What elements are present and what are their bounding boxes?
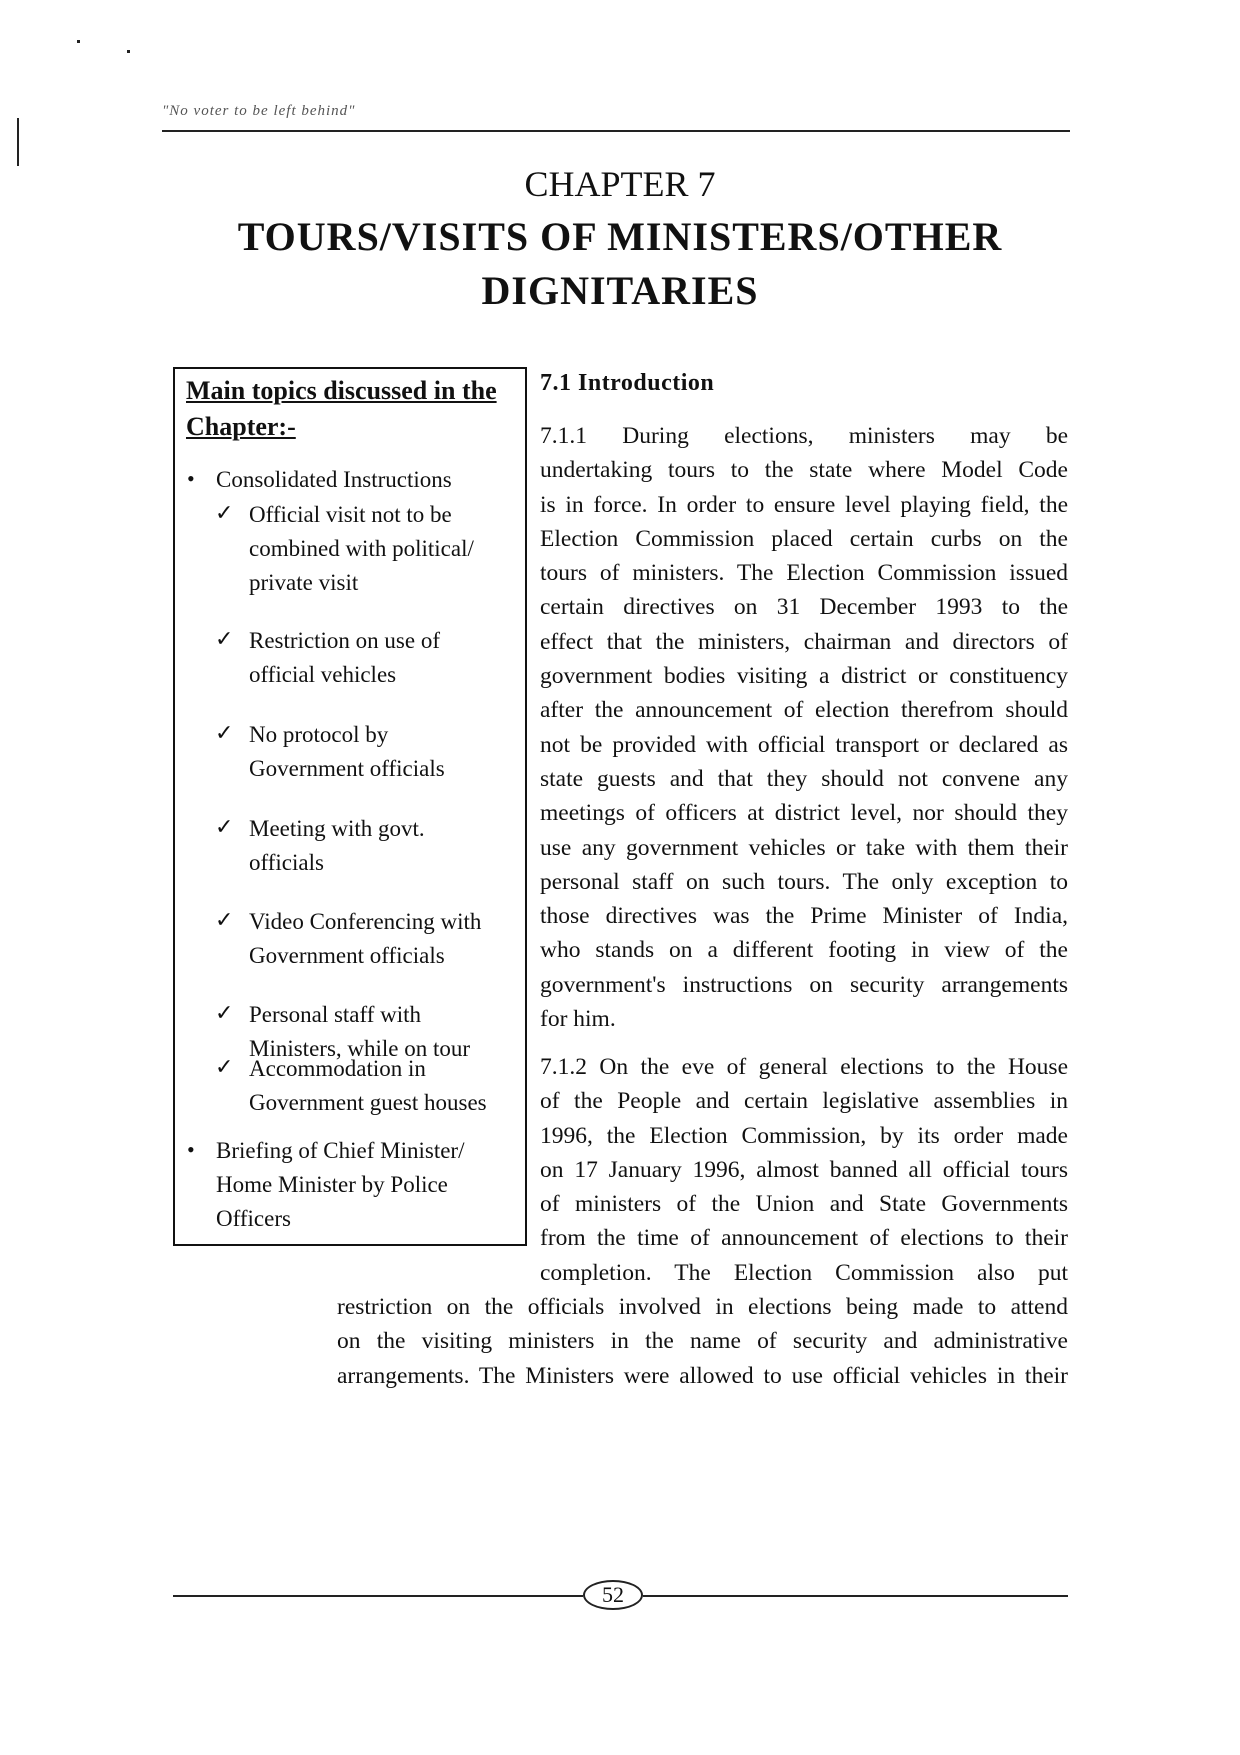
text-line: is in force. In order to ensure level playing field, the <box>540 491 1068 518</box>
topic-item <box>249 905 516 973</box>
checkmark-icon: ✓ <box>215 814 234 839</box>
topic-line: Meeting with govt. <box>249 816 425 841</box>
text-line: 7.1.1 During elections, ministers may be <box>540 423 1068 449</box>
topic-briefing <box>216 1134 516 1236</box>
text-line: government bodies visiting a district or constituency <box>540 663 1068 690</box>
topic-line: Official visit not to be <box>249 502 452 527</box>
topic-line: Government guest houses <box>249 1090 487 1115</box>
scan-edge-mark <box>17 118 19 166</box>
topic-item <box>249 498 516 600</box>
text-line: completion. The Election Commission also put <box>540 1259 1068 1286</box>
text-line: effect that the ministers, chairman and directors of <box>540 628 1068 655</box>
chapter-title <box>190 210 1050 318</box>
paragraph-7-1-1 <box>540 419 1068 1036</box>
text-line: on 17 January 1996, almost banned all official tours <box>540 1156 1068 1183</box>
heading-line: Main topics discussed in the <box>186 376 497 405</box>
text-line: 1996, the Election Commission, by its order made <box>540 1122 1068 1149</box>
topic-consolidated-instructions: Consolidated Instructions <box>216 467 452 492</box>
bullet-icon: • <box>187 466 195 491</box>
running-header-quote: "No voter to be left behind" <box>162 103 356 119</box>
paragraph-continuation <box>337 1290 1068 1393</box>
topic-item <box>249 812 516 880</box>
text-line: certain directives on 31 December 1993 to the <box>540 594 1068 621</box>
topic-line: Accommodation in <box>249 1056 426 1081</box>
text-line: those directives was the Prime Minister of India, <box>540 903 1068 930</box>
text-line: meetings of officers at district level, nor should they <box>540 800 1068 827</box>
text-line: undertaking tours to the state where Model Code <box>540 457 1068 484</box>
topic-line: official vehicles <box>249 662 397 687</box>
checkmark-icon: ✓ <box>215 1054 234 1079</box>
text-line: of the People and certain legislative assemblies in <box>540 1088 1068 1115</box>
text-line: state guests and that they should not convene any <box>540 765 1068 792</box>
checkmark-icon: ✓ <box>215 500 234 525</box>
page-number-badge: 52 <box>583 1580 643 1610</box>
topic-line: Officers <box>216 1206 291 1231</box>
chapter-title-line: DIGNITARIES <box>481 268 759 313</box>
checkmark-icon: ✓ <box>215 907 234 932</box>
topic-line: Home Minister by Police <box>216 1172 448 1197</box>
topic-line: Video Conferencing with <box>249 909 482 934</box>
text-line: personal staff on such tours. The only exception to <box>540 868 1068 895</box>
text-line: Election Commission placed certain curbs on the <box>540 525 1068 552</box>
text-line: from the time of announcement of elections to their <box>540 1225 1068 1252</box>
topic-line: officials <box>249 850 324 875</box>
text-line: arrangements. The Ministers were allowed to use official vehicles in their <box>337 1362 1068 1389</box>
topic-item <box>249 718 516 786</box>
text-line: of ministers of the Union and State Governments <box>540 1191 1068 1218</box>
footer-rule-left <box>173 1595 583 1597</box>
section-heading: 7.1 Introduction <box>540 370 715 396</box>
text-line: who stands on a different footing in view of the <box>540 937 1068 964</box>
checkmark-icon: ✓ <box>215 1000 234 1025</box>
text-line: use any government vehicles or take with them their <box>540 834 1068 861</box>
topic-line: Government officials <box>249 756 445 781</box>
checkmark-icon: ✓ <box>215 626 234 651</box>
topic-line: Government officials <box>249 943 445 968</box>
main-topics-heading <box>186 373 516 445</box>
topic-item <box>249 1052 516 1120</box>
checkmark-icon: ✓ <box>215 720 234 745</box>
text-line: after the announcement of election therefrom should <box>540 697 1068 724</box>
topic-line: private visit <box>249 570 359 595</box>
topic-line: combined with political/ <box>249 536 474 561</box>
footer-rule-right <box>643 1595 1068 1597</box>
topic-line: Briefing of Chief Minister/ <box>216 1138 465 1163</box>
topic-item <box>249 624 516 692</box>
topic-line: Personal staff with <box>249 1002 422 1027</box>
text-line: government's instructions on security arrangements <box>540 971 1068 998</box>
text-line: restriction on the officials involved in elections being made to attend <box>337 1294 1068 1320</box>
chapter-title-line: TOURS/VISITS OF MINISTERS/OTHER <box>237 214 1003 259</box>
topic-line: Restriction on use of <box>249 628 440 653</box>
heading-line: Chapter:- <box>186 412 296 441</box>
text-line: 7.1.2 On the eve of general elections to the House <box>540 1054 1068 1080</box>
topic-line: Ministers, while on tour <box>249 1036 471 1061</box>
chapter-label: CHAPTER 7 <box>524 164 716 204</box>
topic-line: No protocol by <box>249 722 389 747</box>
text-line: not be provided with official transport or declared as <box>540 731 1068 758</box>
header-rule <box>162 130 1070 132</box>
bullet-icon: • <box>187 1137 195 1162</box>
paragraph-7-1-2 <box>540 1050 1068 1290</box>
text-line: on the visiting ministers in the name of security and administrative <box>337 1328 1068 1355</box>
main-topics-box <box>173 367 527 1246</box>
text-line: for him. <box>540 1006 616 1033</box>
scan-dot <box>77 40 80 43</box>
text-line: tours of ministers. The Election Commission issued <box>540 560 1068 587</box>
scan-dot <box>127 50 130 53</box>
